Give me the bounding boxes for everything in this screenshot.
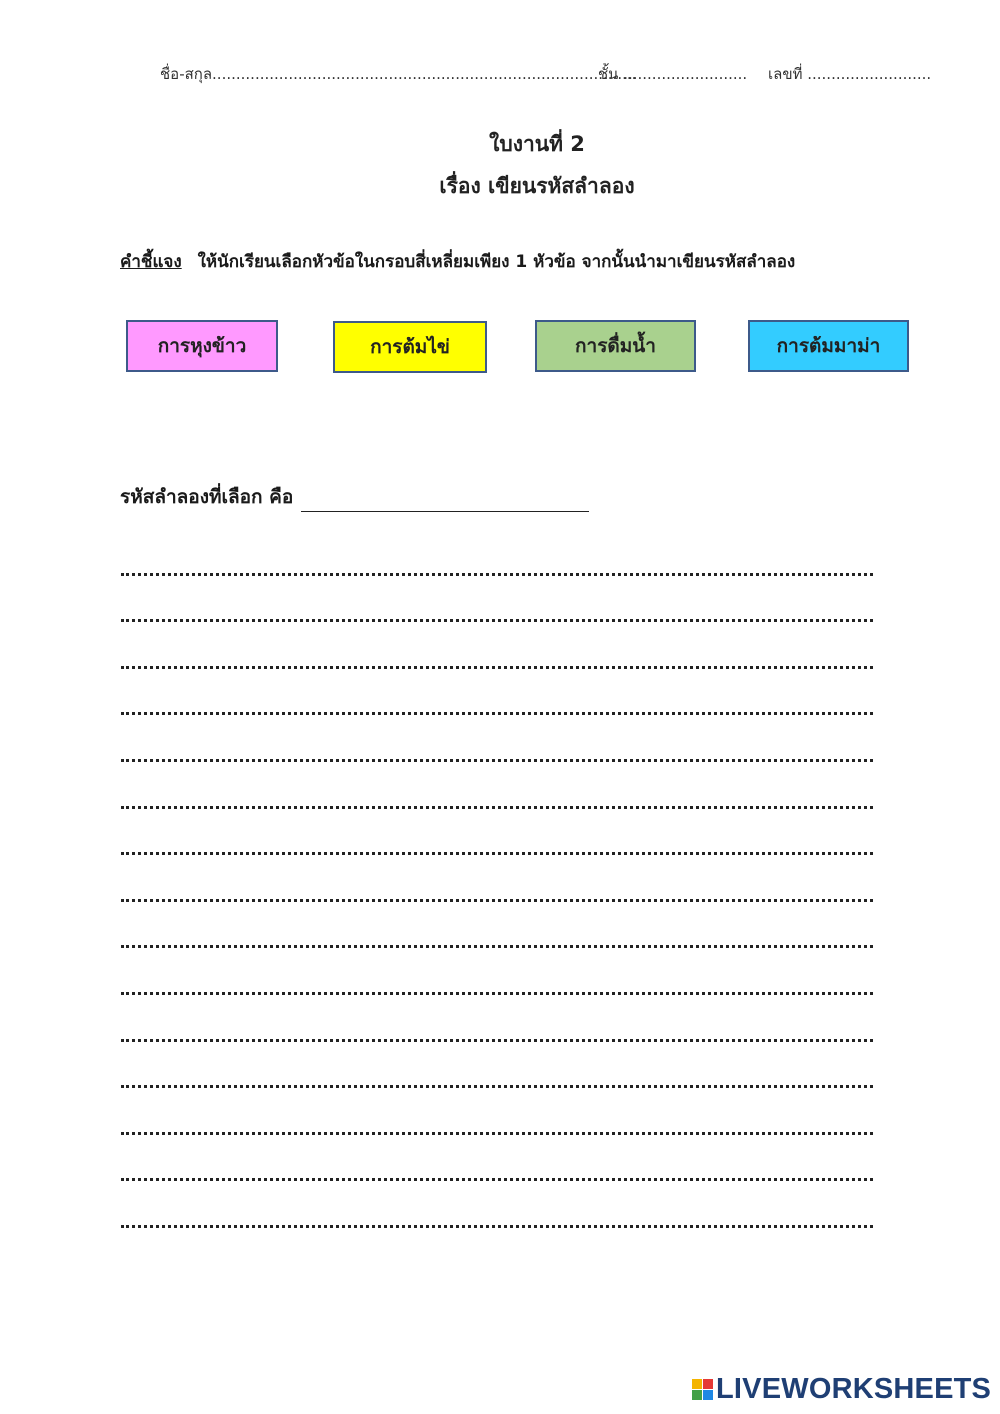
topic-label: การดื่มน้ำ — [575, 335, 656, 357]
logo-square — [692, 1379, 702, 1389]
writing-line-input[interactable] — [121, 645, 877, 667]
writing-line-input[interactable] — [121, 1018, 877, 1040]
topic-box-water[interactable] — [535, 320, 696, 372]
logo-square — [703, 1390, 713, 1400]
topic-label: การต้มไข่ — [370, 336, 450, 358]
brand-name: LIVEWORKSHEETS — [716, 1373, 992, 1405]
instruction-text: ให้นักเรียนเลือกหัวข้อในกรอบสี่เหลี่ยมเพียง 1 หัวข้อ จากนั้นนำมาเขียนรหัสลำลอง — [197, 252, 796, 272]
writing-line-input[interactable] — [121, 598, 877, 620]
writing-line-input[interactable] — [121, 1111, 877, 1133]
writing-line-input[interactable] — [121, 924, 877, 946]
writing-line-input[interactable] — [121, 971, 877, 993]
writing-line-input[interactable] — [121, 1204, 877, 1226]
instruction — [120, 248, 795, 275]
writing-line-input[interactable] — [121, 1157, 877, 1179]
header-name-field: ชื่อ-สกุล......................................................................................... — [160, 65, 637, 83]
writing-line-input[interactable] — [121, 691, 877, 713]
topic-box-egg[interactable] — [333, 321, 487, 373]
topic-label: การหุงข้าว — [157, 335, 247, 357]
writing-area — [121, 560, 873, 1259]
liveworksheets-logo-icon — [692, 1379, 713, 1400]
topic-label: การต้มมาม่า — [776, 335, 881, 357]
topic-box-noodles[interactable] — [748, 320, 909, 372]
logo-square — [703, 1379, 713, 1389]
answer-row — [120, 482, 589, 512]
writing-line-input[interactable] — [121, 831, 877, 853]
writing-line — [121, 1212, 873, 1259]
answer-label: รหัสลำลองที่เลือก คือ — [120, 486, 294, 508]
worksheet-title: ใบงานที่ 2 — [489, 132, 585, 156]
writing-line-input[interactable] — [121, 552, 877, 574]
answer-input[interactable] — [301, 485, 589, 512]
writing-line-input[interactable] — [121, 878, 877, 900]
writing-line-input[interactable] — [121, 1064, 877, 1086]
worksheet-subtitle: เรื่อง เขียนรหัสลำลอง — [439, 174, 635, 198]
header-class-field: ชั้น .......................... — [598, 65, 748, 83]
writing-line-input[interactable] — [121, 738, 877, 760]
header-number-field: เลขที่ .......................... — [768, 65, 932, 83]
writing-line-input[interactable] — [121, 785, 877, 807]
brand-logo — [692, 1373, 991, 1406]
topic-box-rice[interactable] — [126, 320, 278, 372]
logo-square — [692, 1390, 702, 1400]
instruction-label: คำชี้แจง — [120, 252, 182, 272]
